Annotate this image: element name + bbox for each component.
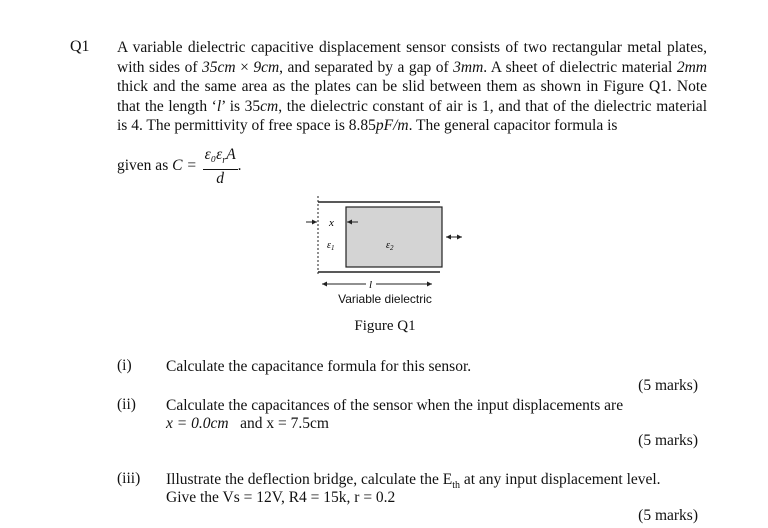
slide-arrow-left-head (446, 235, 451, 240)
displacement-value-1: x = 0.0cm (166, 415, 229, 432)
item-i-number: (i) (117, 357, 132, 374)
paragraph-text: thick and the same area as the plates can be slid between them as shown in Figure Q1. Note that the length ‘ (117, 78, 707, 115)
length-symbol: l (216, 97, 222, 115)
numerator-eps: ε₀ε (204, 146, 223, 163)
figure-label: Variable dielectric (338, 292, 432, 306)
plate-length: 35cm (201, 58, 236, 76)
dielectric-slab (346, 207, 442, 267)
l-arrow-left-head (322, 282, 327, 287)
epsilon2-sub: 2 (389, 244, 394, 252)
epsilon1-sub: 1 (330, 244, 335, 252)
formula-suffix: . (237, 157, 242, 175)
item-i-text: Calculate the capacitance formula for this sensor. (166, 358, 472, 375)
item-ii-number: (ii) (117, 396, 136, 413)
item-iii-sub: th (452, 480, 460, 492)
formula-fraction (203, 146, 238, 187)
figure-caption: Figure Q1 (354, 318, 416, 334)
paragraph-text: , the dielectric constant of air is 1, and that of the dielectric material is 4. The permittivity of free space is 8.85 (117, 97, 707, 135)
paragraph-text: × (235, 58, 254, 76)
formula-numerator (203, 146, 238, 170)
numerator-area: A (226, 146, 236, 163)
item-iii-text-b: at any input displacement level. (459, 471, 661, 488)
paragraph-text: A variable dielectric capacitive displacement sensor consists of two rectangular metal plates, with sides of (117, 39, 707, 76)
item-iii-line2: Give the Vs = 12V, R4 = 15k, r = 0.2 (166, 489, 396, 506)
slide-arrow-right-head (457, 235, 462, 240)
formula-denominator: d (216, 170, 225, 188)
formula-prefix: given as (117, 157, 173, 175)
plate-width: 9cm (253, 58, 280, 76)
variable-dielectric-figure (300, 190, 470, 300)
epsilon1-symbol: ε (327, 240, 331, 251)
question-number: Q1 (70, 38, 90, 55)
permittivity-unit: pF/m (375, 117, 409, 135)
paragraph-text: , and separated by a gap of (279, 58, 454, 76)
item-ii-line2 (166, 414, 329, 433)
item-ii-marks: (5 marks) (638, 432, 698, 449)
paragraph-text: ’ is 35 (221, 97, 261, 115)
length-unit: cm (260, 97, 279, 115)
formula-lhs: C = (172, 157, 197, 175)
l-arrow-right-head (427, 282, 432, 287)
item-iii-number: (iii) (117, 470, 141, 487)
epsilon2-symbol: ε (386, 240, 390, 251)
paragraph-text: . A sheet of dielectric material (483, 58, 677, 76)
item-iii-marks: (5 marks) (638, 507, 698, 524)
capacitor-formula (117, 146, 242, 187)
epsilon1-label (327, 240, 334, 252)
item-ii-text: Calculate the capacitances of the sensor when the input displacements are (166, 397, 624, 414)
numerator-sub: r (222, 155, 227, 167)
plate-gap: 3mm (453, 58, 484, 76)
x-label: x (329, 217, 334, 229)
displacement-value-2: and x = 7.5cm (240, 415, 329, 432)
dielectric-thickness: 2mm (676, 58, 707, 76)
question-paragraph (117, 38, 707, 136)
paragraph-text: . The general capacitor formula is (408, 117, 618, 135)
item-i-marks: (5 marks) (638, 377, 698, 394)
l-label: l (369, 279, 373, 291)
x-arrow-left-head (312, 220, 317, 225)
item-iii-text-a: Illustrate the deflection bridge, calculate the E (166, 471, 453, 488)
